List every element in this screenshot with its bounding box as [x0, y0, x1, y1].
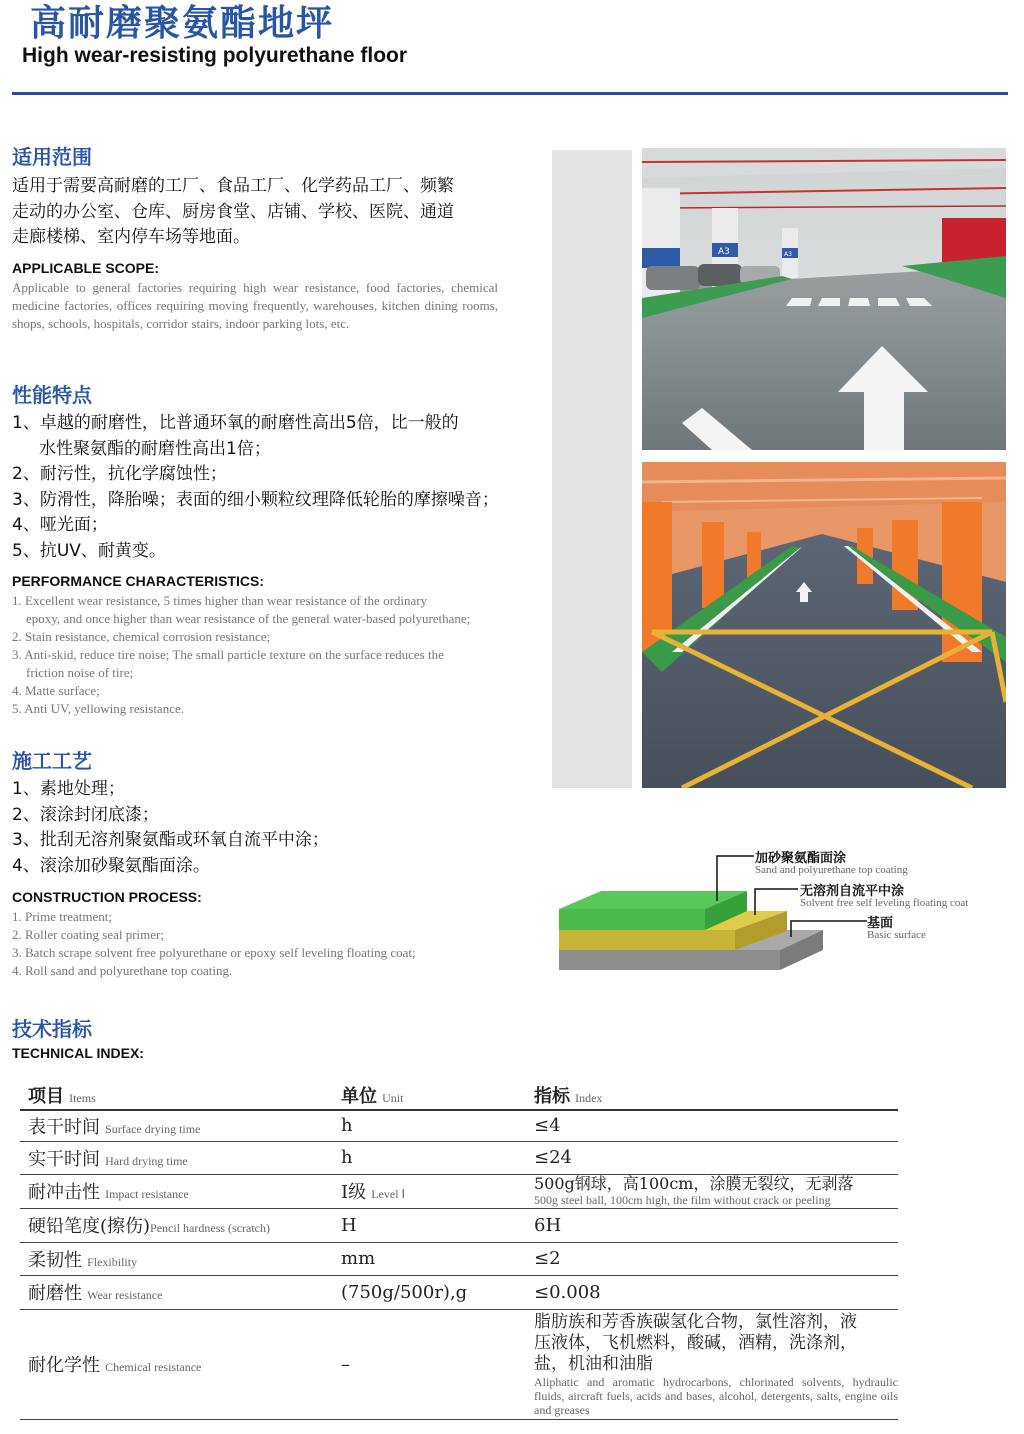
tech-heading-en: TECHNICAL INDEX: — [12, 1045, 144, 1061]
scope-heading-cn: 适用范围 — [12, 145, 92, 169]
technical-index-table — [20, 1080, 898, 1420]
list-item: 3、批刮无溶剂聚氨酯或环氧自流平中涂； — [12, 830, 329, 850]
construction-list-cn — [12, 777, 532, 879]
list-item: 3. Batch scrape solvent free polyurethane or epoxy self leveling floating coat; — [12, 945, 416, 960]
list-item: 2、耐污性，抗化学腐蚀性； — [12, 464, 227, 484]
scope-text-cn: 适用于需要高耐磨的工厂、食品工厂、化学药品工厂、频繁 走动的办公室、仓库、厨房食堂、店铺、学校、医院、通道 走廊楼梯、室内停车场等地面。 — [12, 176, 454, 247]
col-index-en: Index — [575, 1090, 603, 1105]
parking-photo-orange-pillars — [642, 462, 1006, 788]
performance-list-en — [12, 592, 532, 718]
construction-list-en — [12, 908, 532, 980]
col-unit-cn: 单位 — [341, 1085, 377, 1107]
layer-sub-base: Basic surface — [867, 929, 926, 941]
list-item: 4、滚涂加砂聚氨酯面涂。 — [12, 855, 210, 876]
layer-sub-middle: Solvent free self leveling floating coat — [800, 897, 969, 909]
layer-label-middle: 无溶剂自流平中涂 — [800, 884, 905, 899]
header-divider — [12, 92, 1008, 95]
performance-heading-en: PERFORMANCE CHARACTERISTICS: — [12, 573, 264, 589]
performance-heading-cn: 性能特点 — [12, 383, 92, 407]
list-item: 4. Roll sand and polyurethane top coating. — [12, 963, 233, 978]
top-layer-front — [559, 909, 705, 930]
list-item: 3、防滑性，降胎噪；表面的细小颗粒纹理降低轮胎的摩擦噪音； — [12, 489, 499, 510]
middle-layer-front — [559, 930, 735, 950]
table-row: 实干时间 Hard drying time h ≤24 — [20, 1141, 898, 1174]
list-item: epoxy, and once higher than wear resistance of the general water-based polyurethane; — [26, 611, 471, 626]
list-item: 5. Anti UV, yellowing resistance. — [12, 701, 184, 716]
table-header-row — [20, 1080, 898, 1110]
list-item: 2、滚涂封闭底漆； — [12, 804, 159, 825]
list-item: 4. Matte surface; — [12, 683, 100, 698]
col-index-cn: 指标 — [534, 1085, 570, 1107]
scope-heading-en: APPLICABLE SCOPE: — [12, 260, 160, 276]
page-title-en: High wear-resisting polyurethane floor — [22, 44, 408, 67]
photo-backdrop — [552, 150, 632, 788]
pillar-sign-a3-far: A3 — [784, 251, 792, 258]
list-item: 1. Excellent wear resistance, 5 times higher than wear resistance of the ordinary — [12, 593, 428, 608]
table-row: 耐化学性 Chemical resistance – 脂肪族和芳香族碳氢化合物，氯性溶剂，液 压液体，飞机燃料，酸碱，酒精，洗涤剂， 盐，机油和油脂 Aliphatic and aromatic hydrocarbons, chlorinated solvents, hydraulic fluids, aircraft fuels, acids and bases, alcohol, detergents, salts, engine oils and greases — [20, 1309, 898, 1419]
layer-label-base: 基面 — [867, 916, 894, 931]
list-item: 3. Anti-skid, reduce tire noise; The small particle texture on the surface reduces the — [12, 647, 444, 662]
col-items-cn: 项目 — [28, 1085, 64, 1107]
table-row: 耐冲击性 Impact resistance Ⅰ级 Level Ⅰ 500g钢球，高100cm，涂膜无裂纹，无剥落 500g steel ball, 100cm high, the film without crack or peeling — [20, 1174, 898, 1208]
table-row: 硬铅笔度(擦伤)Pencil hardness (scratch) H 6H — [20, 1208, 898, 1242]
col-unit-en: Unit — [382, 1090, 404, 1105]
list-item: 水性聚氨酯的耐磨性高出1倍； — [39, 438, 271, 459]
table-row: 耐磨性 Wear resistance (750g/500r),g ≤0.008 — [20, 1275, 898, 1309]
table-row: 表干时间 Surface drying time h ≤4 — [20, 1110, 898, 1141]
list-item: 1. Prime treatment; — [12, 909, 113, 924]
col-items-en: Items — [69, 1090, 96, 1105]
layer-sub-top: Sand and polyurethane top coating — [755, 864, 908, 876]
page-title-cn: 高耐磨聚氨酯地坪 — [30, 3, 335, 44]
performance-list-cn — [12, 411, 522, 564]
layer-diagram — [555, 845, 1015, 975]
pillar-sign-a3: A3 — [718, 247, 730, 257]
list-item: 2. Stain resistance, chemical corrosion resistance; — [12, 629, 271, 644]
list-item: 5、抗UV、耐黄变。 — [12, 540, 166, 561]
list-item: 2. Roller coating seal primer; — [12, 927, 164, 942]
table-row: 柔韧性 Flexibility mm ≤2 — [20, 1242, 898, 1275]
list-item: 1、卓越的耐磨性，比普通环氧的耐磨性高出5倍，比一般的 — [12, 413, 459, 433]
construction-heading-cn: 施工工艺 — [12, 749, 92, 773]
layer-label-top: 加砂聚氨酯面涂 — [755, 851, 847, 866]
construction-heading-en: CONSTRUCTION PROCESS: — [12, 889, 202, 905]
parking-photo-grey-floor — [642, 148, 1006, 450]
list-item: 4、哑光面； — [12, 515, 108, 535]
scope-text-en: Applicable to general factories requiring high wear resistance, food factories, chemical medicine factories, offices requiring moving frequently, warehouses, kitchen dining rooms, shops, schools, hospitals, corridor stairs, indoor parking lots, etc. — [12, 280, 498, 331]
list-item: friction noise of tire; — [26, 665, 134, 680]
base-layer-front — [559, 950, 780, 970]
tech-heading-cn: 技术指标 — [12, 1017, 92, 1041]
list-item: 1、素地处理； — [12, 779, 125, 799]
